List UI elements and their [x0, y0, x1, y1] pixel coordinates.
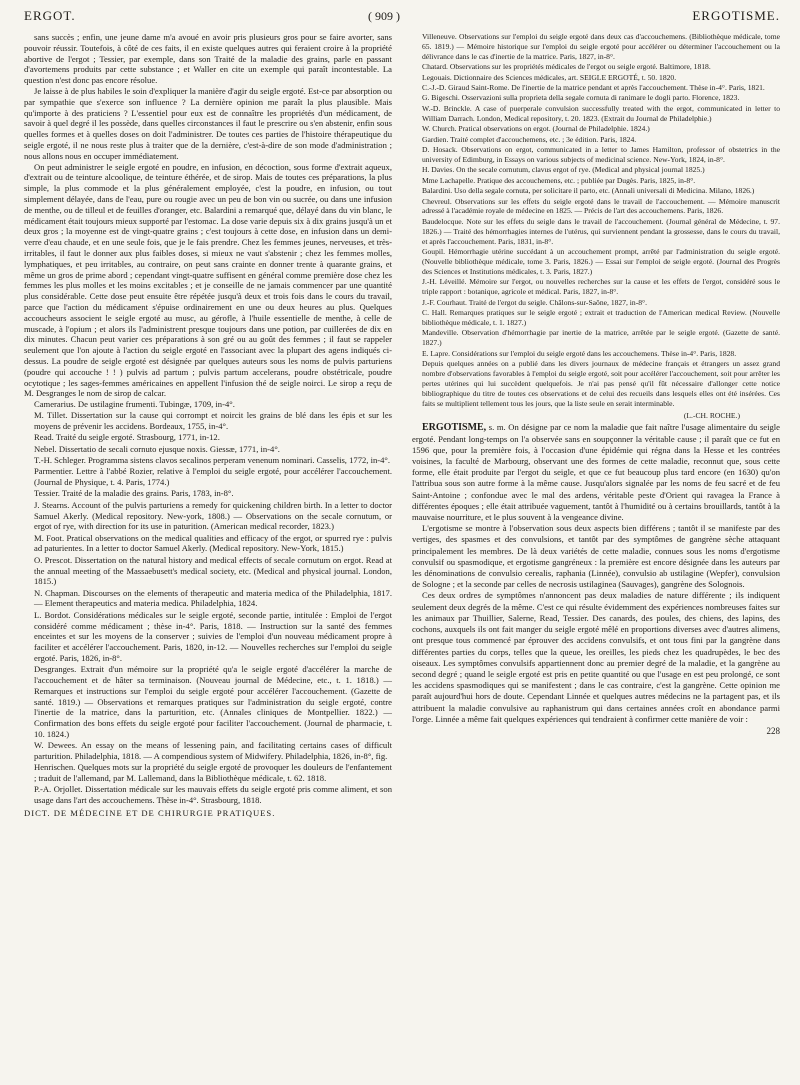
bibliography-entry: H. Davies. On the secale cornutum, clavus ergot of rye. (Medical and physical journal 1825.): [422, 165, 705, 175]
bibliography-entry: Tessier. Traité de la maladie des grains. Paris, 1783, in-8°.: [34, 488, 234, 499]
bibliography-entry: N. Chapman. Discourses on the elements of therapeutic and materia medica of the Philadelphia, 1817. — Element therapeutics and materia medica. Philadelphia, 1824.: [34, 587, 392, 609]
bibliography-entry: C. Hall. Remarques pratiques sur le seigle ergoté ; extrait et traduction de l'American medical Review. (Nouvelle bibliothèque médicale, t. 1. 1827.): [422, 307, 780, 327]
ergotisme-para-0: s. m. On désigne par ce nom la maladie que fait naître l'usage alimentaire du seigle ergoté. Pendant long-temps on l'a observée sans en soupçonner la véritable cause ; il paraît que ce fut en 1596 que, pour la première fois, à l'occasion d'une épidémie qui régna dans la Hesse et les contrées voisines, la faculté de Marbourg, observant une des formes de cette maladie, reconnut que, sous cette forme, elle était produite par l'ergot du seigle, et que ce fut beaucoup plus tard encore (en 1630) qu'on l'attribua sous son autre forme à la même cause. Jusqu'alors signalée par les noms de feu sacré et de feu Saint-Antoine ; confondue avec le mal des ardens, véritable peste d'Orient qui ravagea la France à différentes époques ; elle était attribuée vaguement, tantôt à l'humidité ou à certains brouillards, tantôt à la mauvaise nourriture, et le plus souvent à la vengeance divine.: [412, 422, 780, 523]
left-bibliography: [24, 399, 392, 806]
bibliography-entry: E. Lapre. Considérations sur l'emploi du seigle ergoté dans les accouchemens. Thèse in-4°. Paris, 1828.: [422, 348, 737, 358]
bibliography-entry: Chevreul. Observations sur les effets du seigle ergoté dans le travail de l'accouchement. — Mémoire manuscrit adressé à l'académie royale de médecine en 1825. — Précis de l'art des accouchemens. Paris, 1826.: [422, 196, 780, 216]
header-right: ERGOTISME.: [692, 8, 780, 23]
running-header: [24, 8, 780, 30]
bibliography-entry: J. Stearns. Account of the pulvis parturiens a remedy for quickening children birth. In a letter to doctor Samuel Akerly. (Medical repository. New-york, 1808.) — Observations on the secale cornutum, or ergot of rye, with direction for its use in paturition. (American medical recorder, 1823.): [34, 499, 392, 532]
left-column: [24, 32, 392, 1062]
footer-title: DICT. DE MÉDECINE ET DE CHIRURGIE PRATIQUES.: [24, 808, 276, 819]
bibliography-entry: Chatard. Observations sur les propriétés médicales de l'ergot ou seigle ergoté. Baltimore, 1818.: [422, 62, 711, 72]
body-paragraph: sans succès ; enfin, une jeune dame m'a avoué en avoir pris plusieurs gros pour se faire avorter, sans pouvoir réussir. Toutefois, à côté de ces faits, il en existe quelques autres qui feraient croire à la propriété abortive de l'ergot ; Tessier, par exemple, dans son Traité de la maladie des grains, parle en passant d'avortemens produits par cette substance ; et Waller en cite un exemple qui paraît incontestable. La question n'est donc pas encore résolue.: [24, 32, 392, 86]
ergotisme-first-paragraph: [412, 422, 780, 523]
ergotisme-para-2: Ces deux ordres de symptômes n'annoncent pas deux maladies de nature différente ; ils indiquent seulement deux degrés de la même. C'est ce qui résulte évidemment des expériences nombreuses faites sur les animaux par Thuillier, Salerne, Read, Tessier. Des canards, des poules, des chiens, des lapins, des cochons, auxquels ils ont fait manger du seigle ergoté mêlé en proportions diverses avec d'autres alimens, ont presque tous commencé par éprouver des accidens convulsifs, et ont tous fini par la gangrène dans différentes parties du corps, telles que la queue, les oreilles, les pieds chez les quadrupèdes, le bec des oiseaux. Les symptômes convulsifs appartiennent donc au premier degré de la maladie, et la gangrène au second degré ; quand le seigle ergoté est pris en petite quantité ou que l'usage en est peu prolongé, ce sont les accidens spasmodiques qui se manifestent ; dans le cas contraire, c'est la gangrène. Cette opinion me paraît aujourd'hui hors de doute. Cependant Linnée et quelques autres médecins ne la partagent pas, et ils attribuent la maladie convulsive au raphanistrum qui dans certaines années croît en abondance parmi l'orge. Linnée a même fait quelques expériences qui tendraient à confirmer cette manière de voir :: [412, 590, 780, 724]
bibliography-entry: Balardini. Uso della segale cornuta, per solicitare il parto, etc. (Annali universali di Medicina. Milano, 1826.): [422, 186, 755, 196]
bibliography-entry: M. Foot. Pratical observations on the medical qualities and efficacy of the ergot, or spurred rye : pulvis ad paturientes. In a letter to doctor Samuel Akerly. (Medical repository. New-York, 1815.): [34, 532, 392, 554]
bibliography-entry: P.-A. Orjollet. Dissertation médicale sur les mauvais effets du seigle ergoté pris comme aliment, et son usage dans l'art des accouchemens. Thèse in-4°. Strasbourg, 1818.: [34, 784, 392, 806]
bibliography-entry: Henrischen. Quelques mots sur la propriété du seigle ergoté de provoquer les douleurs de l'enfantement ; traduit de l'allemand, par M. Lallemand, dans la Bibliothèque médicale, t. 62. 1818.: [34, 762, 392, 784]
bibliography-entry: Goupil. Hémorrhagie utérine succédant à un accouchement prompt, arrêté par l'administration du seigle ergoté. (Nouvelle bibliothèque médicale, tome 3. Paris, 1826.) — Essai sur l'emploi de seigle ergoté. (Journal des Progrès des Sciences et Institutions médicales, t. 3. Paris, 1827.): [422, 247, 780, 276]
body-paragraph: Je laisse à de plus habiles le soin d'expliquer la manière d'agir du seigle ergoté. Est-ce par absorption ou par sympathie que s'exerce son influence ? La dernière opinion me paraît la plus plausible. Mais qu'importe à des praticiens ? L'essentiel pour eux est de connaître les propriétés d'un médicament, de savoir à quel degré il les possède, dans quelles circonstances il faut le prescrire ou s'en abstenir, enfin sous quelles formes et à quelles doses on doit l'administrer. De toutes ces parties de l'histoire thérapeutique du seigle ergoté, il ne nous reste plus à traiter que de la dernière, c'est-à-dire de son mode d'administration ; nous allons nous en occuper immédiatement.: [24, 85, 392, 161]
bibliography-entry: W.-D. Brinckle. A case of puerperale convulsion successfully treated with the ergot, communicated in letter to William Darrach. London, Medical repository, t. 20. 1823. (Extrait du Journal de Philadelphie.): [422, 103, 780, 123]
body-paragraph: On peut administrer le seigle ergoté en poudre, en infusion, en décoction, sous forme d'extrait aqueux, d'extrait ou de teinture alcoolique, de teinture éthérée, et de sirop. Mais de toutes ces préparations, la plus simple, la plus commode et la plus généralement employée, c'est la poudre, en infusion, ou tout simplement délayée, dans de l'eau, pure ou rougie avec un peu de bon vin ou sucrée, ou dans une infusion de menthe, ou de tilleul et de feuilles d'oranger, etc. Balardini a remarqué que, délayé dans du vin blanc, le médicament était toujours mieux supporté par l'estomac. La dose varie depuis six à dix grains jusqu'à un et deux gros ; la moyenne est de vingt-quatre grains ; c'est toujours à cette dose, en infusion dans un demi-verre d'eau chaude, et en une seule fois, que je le fais prendre. Chez les femmes jeunes, nerveuses, et très-irritables, il faut le donner aux plus faibles doses, si mieux ne vaut s'abstenir ; chez les femmes molles, lymphatiques, et peu irritables, au contraire, on peut sans crainte en donner trente à quarante grains, et même un gros de prime abord ; cependant vingt-quatre suffisent en général comme première dose chez les femmes les plus molles et les moins excitables ; et je conseille de ne jamais commencer par une quantité plus considérable. Cette dose peut ensuite être répétée jusqu'à deux et trois fois dans le cours du travail, parce que l'action du médicament s'épuise ordinairement en une ou deux heures au plus. Quelques accoucheurs associent le seigle ergoté au musc, au gérofle, à l'huile essentielle de menthe, à celle de muscade, à l'opium ; et alors ils l'administrent presque toujours dans une potion, par cuillerées de dix en dix minutes. Chacun peut varier ces préparations à son gré ou au goût des femmes ; il faut se rappeler seulement que l'on ajoute à l'action du seigle ergoté en l'associant avec la plupart des agens indiqués ci-dessus. La poudre de seigle ergoté est désignée par quelques auteurs sous les noms de pulvis parturiens (poudre qui accouche ! ! ) pulvis ad partum ; pulvis partum accelerans, poudre obstétricale, poudre ocytotique ; les sages-femmes américaines en appellent l'infusion thé de seigle noirci. Le sirop a reçu de M. Desgranges le nom de sirop de calcar.: [24, 161, 392, 399]
left-body-text: [24, 32, 392, 399]
bibliography-entry: L. Bordot. Considérations médicales sur le seigle ergoté, seconde partie, intitulée : Emploi de l'ergot considéré comme médicament ; thèse in-4°. Paris, 1818. — Instruction sur la santé des femmes enceintes et sur les moyens de la conserver ; suivies de l'emploi d'un nouveau médicament propre à faciliter et accélérer l'accouchement. Paris, 1820, in-12. — Nouvelles recherches sur l'emploi du seigle ergoté. Paris, 1826, in-8°.: [34, 609, 392, 663]
ergotisme-para-1: L'ergotisme se montre à l'observation sous deux aspects bien différens ; tantôt il se manifeste par des vertiges, des spasmes et des convulsions, et tantôt par des symptômes de gangrène sèche attaquant principalement les membres. De là deux variétés de cette maladie, connues sous les noms d'ergotisme convulsif ou spasmodique, et ergotisme gangréneux : la première est encore désignée dans les auteurs par les dénominations de convulsio cerealis, raphania (Linnée), convulsio ab ustilagine (Wepfer), convulsion de Sologne ; et la seconde par celles de necrosis ustilaginea (Sauvages), gangrène des Solognois.: [412, 523, 780, 590]
bibliography-entry: D. Hosack. Observations on ergot, communicated in a letter to James Hamilton, professor of obstetrics in the university of Edimburg, in Essays on various subjects of medicinal science. New-York, 1824, in-8°.: [422, 144, 780, 164]
bibliography-entry: J.-F. Courhaut. Traité de l'ergot du seigle. Châlons-sur-Saône, 1827, in-8°.: [422, 297, 647, 307]
bibliography-entry: W. Dewees. An essay on the means of lessening pain, and facilitating certains cases of difficult parturition. Philadelphia, 1818. — A compendious system of Midwifery. Philadelphia, 1826, in-8°, fig.: [34, 740, 392, 762]
bibliography-entry: G. Bigeschi. Osservazioni sulla proprieta della segale cornuta di ranimare le dogli parto. Florence, 1823.: [422, 93, 740, 103]
bibliography-entry: W. Church. Pratical observations on ergot. (Journal de Philadelphie. 1824.): [422, 124, 650, 134]
bibliography-entry: Camerarius. De ustilagine frumenti. Tubingæ, 1709, in-4°.: [34, 399, 235, 410]
bibliography-entry: T.-H. Schleger. Programma sistens clavos secalinos perperam venenum nominari. Casselis, 1772, in-4°.: [34, 455, 391, 466]
bibliography-entry: O. Prescot. Dissertation on the natural history and medical effects of secale cornutum on ergot. Read at the annual meeting of the Massaebusett's medical society, etc. (Medical and physical journal. London, 1815.): [34, 554, 392, 587]
page-number-header: ( 909 ): [367, 9, 400, 23]
bibliography-entry: Mme Lachapelle. Pratique des accouchemens, etc. ; publiée par Dugès. Paris, 1825, in-8°.: [422, 175, 696, 185]
entry-headword: ERGOTISME,: [422, 422, 487, 434]
ergotisme-entry: [412, 422, 780, 724]
bibliography-entry: Depuis quelques années on a publié dans les divers journaux de médecine français et étrangers un assez grand nombre d'observations favorables à l'emploi du seigle ergoté, soit pour accélérer l'accouchement, soit pour arrêter les pertes utérines qui lui succèdent quelquefois. Je n'ai pas pensé qu'il fût nécessaire d'allonger cette notice bibliographique du titre de toutes ces observations et de celui des recueils dans lesquels elles ont été insérées. Ces faits se multiplient tellement tous les jours, que la liste seule en serait interminable.: [422, 359, 780, 408]
bibliography-entry: Mandeville. Observation d'hémorrhagie par inertie de la matrice, arrêtée par le seigle ergoté. (Gazette de santé. 1827.): [422, 328, 780, 348]
right-column: [412, 32, 780, 1062]
bibliography-entry: Gardien. Traité complet d'accouchemens, etc. ; 3e édition. Paris, 1824.: [422, 134, 637, 144]
right-bibliography: [412, 32, 780, 409]
bibliography-entry: Parmentier. Lettre à l'abbé Rozier, relative à l'emploi du seigle ergoté, pour accélérer l'accouchement. (Journal de Physique, t. 4. Paris, 1774.): [34, 466, 392, 488]
bibliography-entry: Baudelocque. Note sur les effets du seigle dans le travail de l'accouchement. (Journal général de Médecine, t. 97. 1826.) — Traité des hémorrhagies internes de l'utérus, qui surviennent pendant la grossesse, dans le cours du travail, et après l'accouchement. Paris, 1831, in-8°.: [422, 216, 780, 246]
bibliography-entry: Read. Traité du seigle ergoté. Strasbourg, 1771, in-12.: [34, 432, 220, 443]
dictionary-page: [24, 8, 780, 1078]
bibliography-entry: C.-J.-D. Giraud Saint-Rome. De l'inertie de la matrice pendant et après l'accouchement. Thèse in-4°. Paris, 1821.: [422, 83, 765, 93]
bibliography-entry: Desgranges. Extrait d'un mémoire sur la propriété qu'a le seigle ergoté d'accélérer la marche de l'accouchement et de hâter sa terminaison. (Nouveau journal de Médecine, etc., t. 1. 1818.) — Remarques et instructions sur l'emploi du seigle ergoté pour accélérer l'accouchement. (Gazette de santé. 1819.) — Observations et remarques pratiques sur l'administration du seigle ergoté, contre l'inertie de la matrice, dans la parturition, etc. (Annales cliniques de Montpellier. 1822.) — Confirmation des bons effets du seigle ergoté pour faciliter l'accouchement. (Journal de pharmacie, t. 10. 1824.): [34, 664, 392, 739]
bibliography-entry: M. Tillet. Dissertation sur la cause qui corrompt et noircit les grains de blé dans les épis et sur les moyens de prévenir les accidens. Bordeaux, 1755, in-4°.: [34, 410, 392, 432]
page-number-footer: 228: [766, 725, 780, 736]
bibliography-entry: Nebel. Dissertatio de secali cornuto ejusque noxis. Giessæ, 1771, in-4°.: [34, 443, 280, 454]
bibliography-entry: Legouais. Dictionnaire des Sciences médicales, art. SEIGLE ERGOTÉ, t. 50. 1820.: [422, 72, 677, 82]
author-signature: (L.-CH. ROCHE.): [683, 410, 740, 420]
header-left: ERGOT.: [24, 8, 76, 23]
bibliography-entry: J.-H. Léveillé. Mémoire sur l'ergot, ou nouvelles recherches sur la cause et les effets de l'ergot, considéré sous le triple rapport : botanique, agricole et médical. Paris, 1827, in-8°.: [422, 277, 780, 297]
bibliography-entry: Villeneuve. Observations sur l'emploi du seigle ergoté dans deux cas d'accouchemens. (Bibliothèque médicale, tome 65. 1819.) — Mémoire historique sur l'emploi du seigle ergoté pour accélérer ou déterminer l'accouchement ou la délivrance dans le cas d'inertie de la matrice. Paris, 1827, in-8°.: [422, 32, 780, 61]
